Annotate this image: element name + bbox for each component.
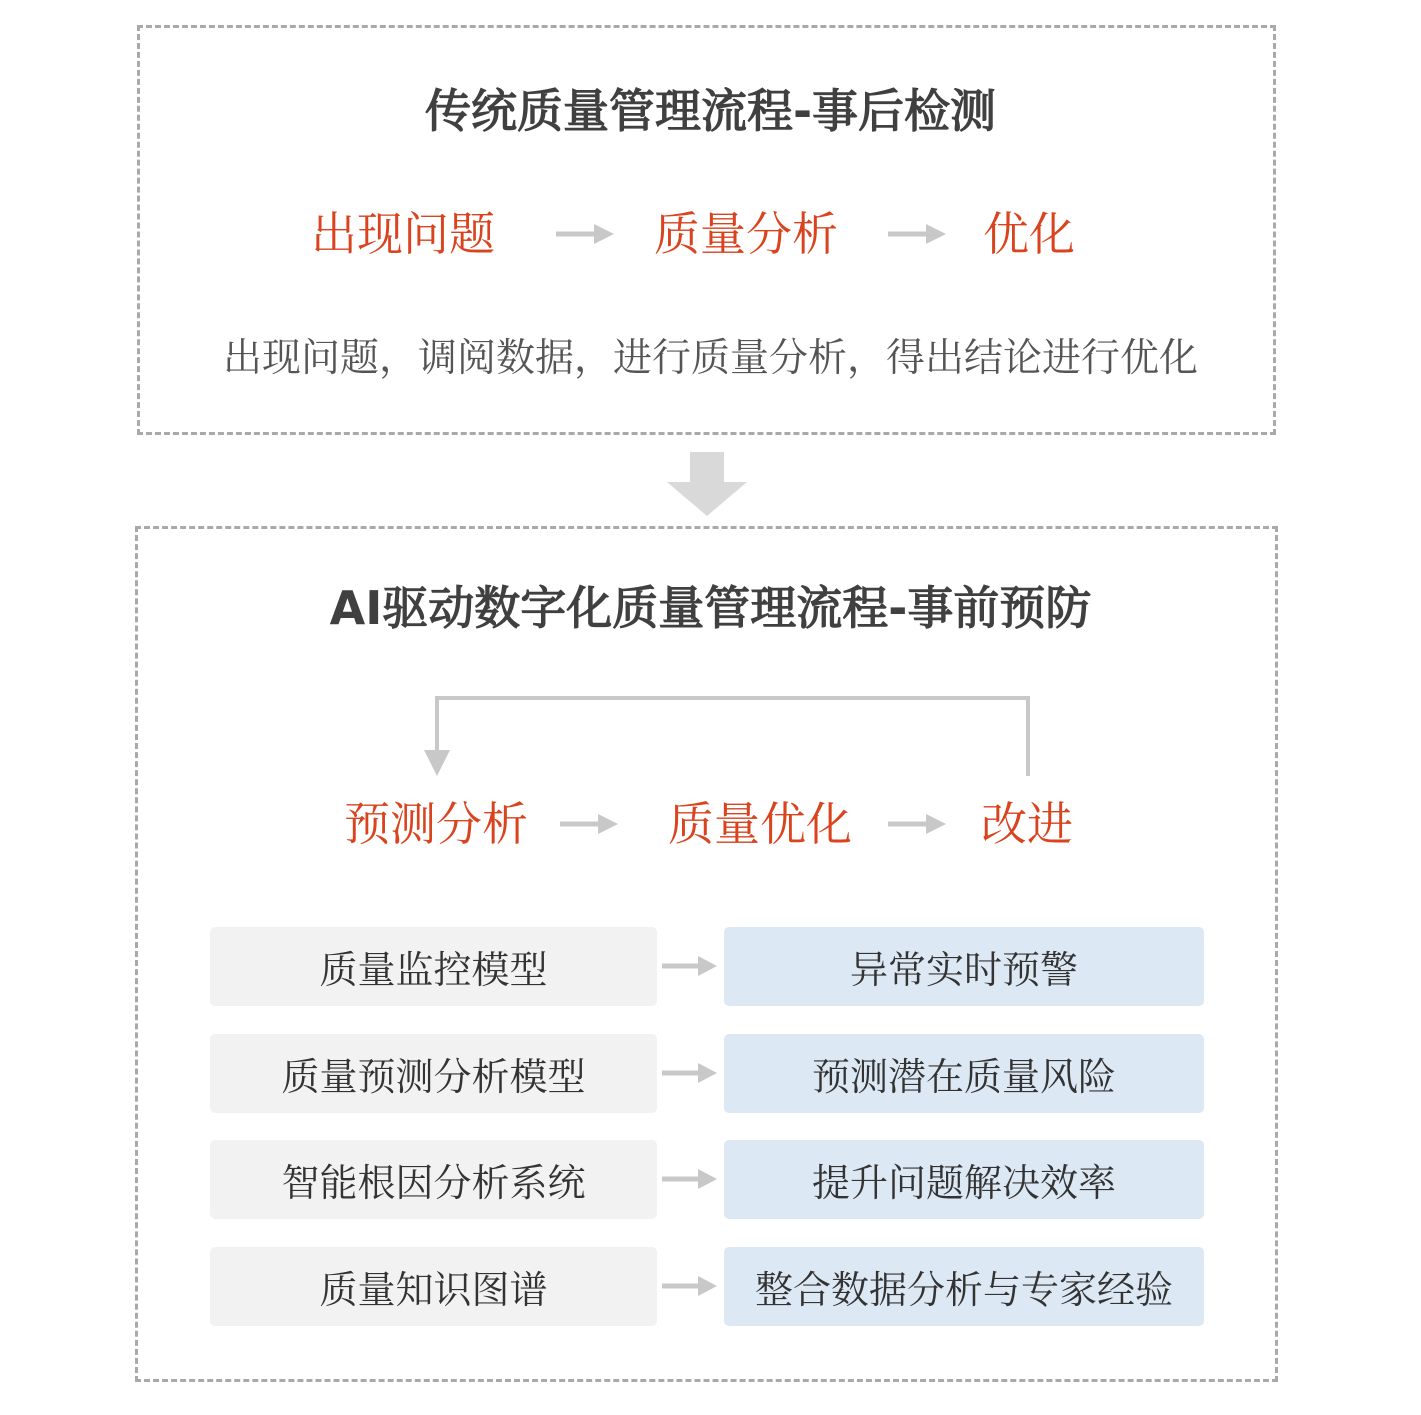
model-box-monitoring: 质量监控模型	[210, 927, 657, 1006]
traditional-process-description: 出现问题，调阅数据，进行质量分析，得出结论进行优化	[222, 336, 1198, 381]
right-arrow-icon	[662, 1273, 718, 1299]
model-box-prediction: 质量预测分析模型	[210, 1034, 657, 1113]
right-arrow-icon	[662, 953, 718, 979]
step-quality-optimization: 质量优化	[668, 797, 852, 851]
outcome-box-efficiency: 提升问题解决效率	[724, 1140, 1204, 1219]
right-arrow-icon	[560, 811, 620, 837]
step-optimize: 优化	[983, 207, 1075, 261]
feedback-loop-arrow-icon	[420, 694, 1040, 780]
outcome-box-expert-integration: 整合数据分析与专家经验	[724, 1247, 1204, 1326]
step-problem-occurs: 出现问题	[311, 207, 495, 261]
step-quality-analysis: 质量分析	[654, 207, 838, 261]
right-arrow-icon	[662, 1166, 718, 1192]
ai-process-title: AI驱动数字化质量管理流程-事前预防	[329, 581, 1092, 635]
right-arrow-icon	[888, 811, 948, 837]
right-arrow-icon	[662, 1060, 718, 1086]
step-improve: 改进	[981, 797, 1073, 851]
outcome-box-risk-prediction: 预测潜在质量风险	[724, 1034, 1204, 1113]
down-arrow-icon	[667, 452, 747, 516]
right-arrow-icon	[888, 221, 948, 247]
traditional-process-title: 传统质量管理流程-事后检测	[424, 84, 997, 138]
outcome-box-realtime-alert: 异常实时预警	[724, 927, 1204, 1006]
step-predictive-analysis: 预测分析	[344, 797, 528, 851]
right-arrow-icon	[556, 221, 616, 247]
model-box-knowledge-graph: 质量知识图谱	[210, 1247, 657, 1326]
model-box-root-cause: 智能根因分析系统	[210, 1140, 657, 1219]
